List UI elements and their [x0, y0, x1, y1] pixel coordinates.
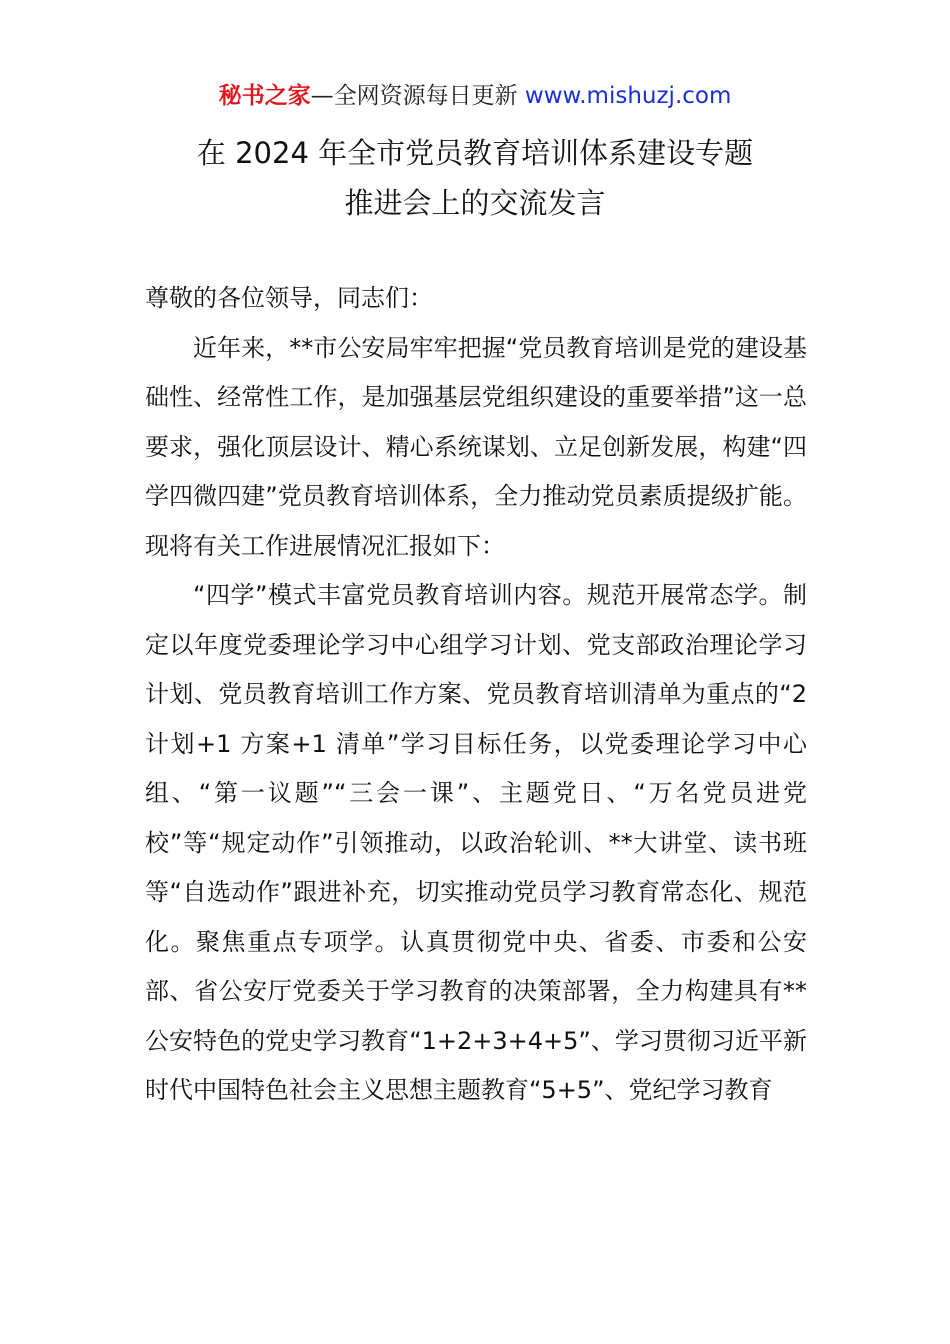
salutation: 尊敬的各位领导，同志们： [145, 284, 433, 312]
header-tagline: —全网资源每日更新 [310, 83, 518, 109]
title-line-2: 推进会上的交流发言 [344, 186, 606, 220]
document-body [145, 274, 807, 1116]
paragraph-intro: 近年来，**市公安局牢牢把握“党员教育培训是党的建设基础性、经常性工作，是加强基层党组织建设的重要举措”这一总要求，强化顶层设计、精心系统谋划、立足创新发展，构建“四学四微四建”党员教育培训体系，全力推动党员素质提级扩能。现将有关工作进展情况汇报如下： [145, 333, 807, 560]
paragraph-four-study: “四学”模式丰富党员教育培训内容。规范开展常态学。制定以年度党委理论学习中心组学习计划、党支部政治理论学习计划、党员教育培训工作方案、党员教育培训清单为重点的“2 计划+1 方案+1 清单”学习目标任务，以党委理论学习中心组、“第一议题”“三会一课”、主题党日、“万名党员进党校”等“规定动作”引领推动，以政治轮训、**大讲堂、读书班等“自选动作”跟进补充，切实推动党员学习教育常态化、规范化。聚焦重点专项学。认真贯彻党中央、省委、市委和公安部、省公安厅党委关于学习教育的决策部署，全力构建具有**公安特色的党史学习教育“1+2+3+4+5”、学习贯彻习近平新时代中国特色社会主义思想主题教育“5+5”、党纪学习教育 [145, 581, 807, 1104]
brand-name: 秘书之家 [218, 83, 311, 109]
site-url-link[interactable]: www.mishuzj.com [524, 83, 732, 109]
document-title [0, 128, 950, 228]
title-line-1: 在 2024 年全市党员教育培训体系建设专题 [196, 136, 754, 170]
site-header [0, 80, 950, 112]
